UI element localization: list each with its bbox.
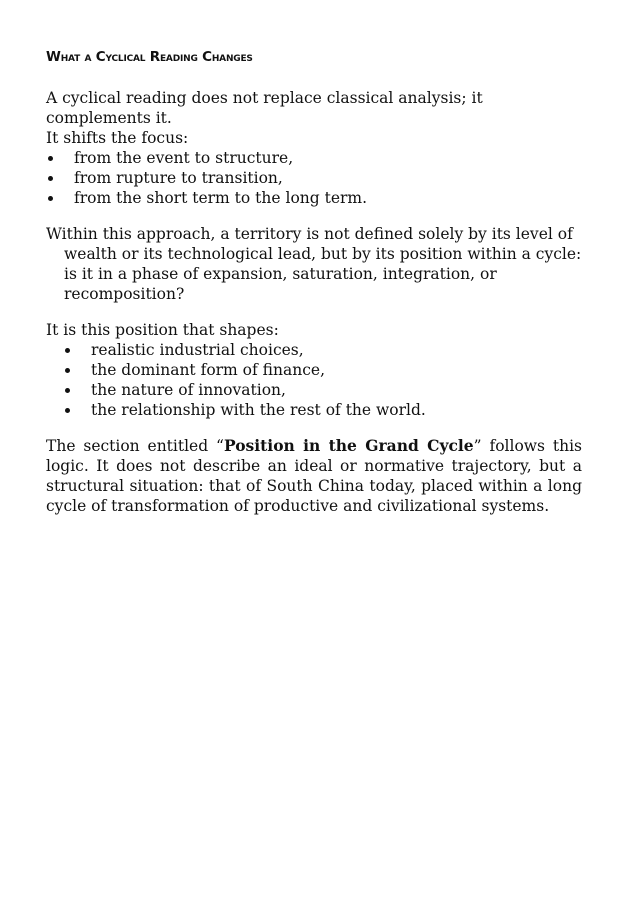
focus-list-item: from rupture to transition, <box>74 168 582 188</box>
shapes-list-item: the nature of innovation, <box>91 380 582 400</box>
shapes-bullet-list <box>91 340 582 420</box>
section-heading: What a Cyclical Reading Changes <box>46 49 253 65</box>
grand-cycle-suffix: ” follows this logic. It does not describe an ideal or normative trajectory, but a structural situation: that of South China today, placed within a long cycle of transformation of productive and civilizational systems. <box>46 437 582 515</box>
intro-line-2: It shifts the focus: <box>46 129 189 147</box>
document-content <box>46 48 582 516</box>
shapes-intro-paragraph: It is this position that shapes: <box>46 321 279 339</box>
focus-list-item: from the event to structure, <box>74 148 582 168</box>
focus-list-item: from the short term to the long term. <box>74 188 582 208</box>
grand-cycle-paragraph <box>46 436 582 516</box>
intro-line-1: A cyclical reading does not replace classical analysis; it complements it. <box>46 89 483 127</box>
shapes-list-item: realistic industrial choices, <box>91 340 582 360</box>
intro-paragraph <box>46 88 582 148</box>
shapes-list-item: the dominant form of finance, <box>91 360 582 380</box>
focus-bullet-list <box>74 148 582 208</box>
approach-paragraph: Within this approach, a territory is not defined solely by its level of wealth or its technological lead, but by its position within a cycle: is it in a phase of expansion, saturation, integration, or recomposition? <box>46 225 582 303</box>
grand-cycle-prefix: The section entitled “ <box>46 437 224 455</box>
shapes-list-item: the relationship with the rest of the world. <box>91 400 582 420</box>
grand-cycle-title: Position in the Grand Cycle <box>223 436 474 455</box>
